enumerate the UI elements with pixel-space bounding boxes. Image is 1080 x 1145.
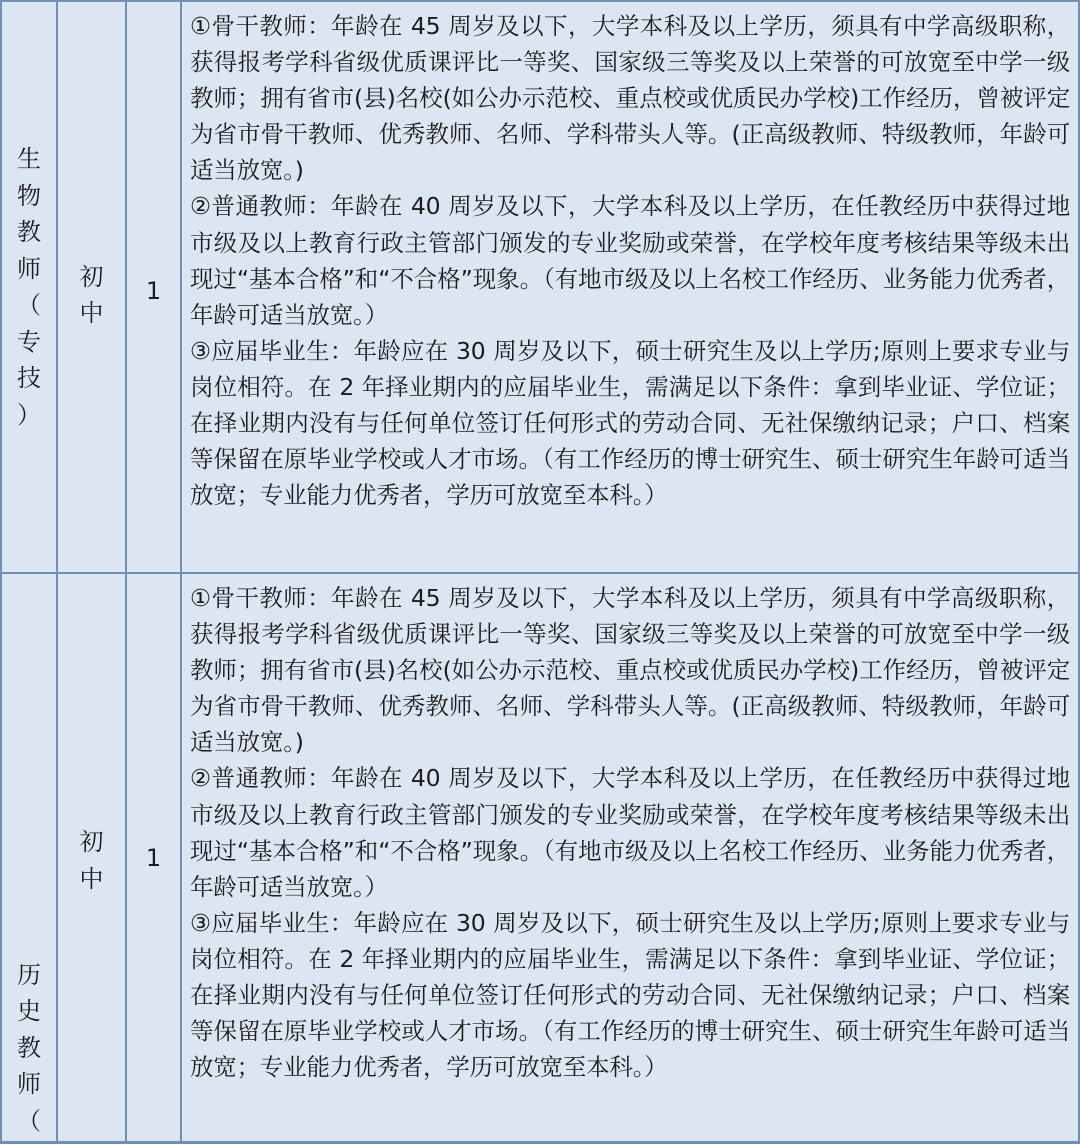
requirement-senior-teacher: ①骨干教师：年龄在 45 周岁及以下，大学本科及以上学历，须具有中学高级职称，获得报考学科省级优质课评比一等奖、国家级三等奖及以上荣誉的可放宽至中学一级教师；拥有省市(县)名校(如公办示范校、重点校或优质民办学校)工作经历，曾被评定为省市骨干教师、优秀教师、名师、学科带头人等。(正高级教师、特级教师，年龄可适当放宽。): [190, 12, 1070, 185]
school-level-cell: [58, 2, 127, 572]
position-name: 历 史 教 师 （: [17, 960, 41, 1135]
position-name: 生 物 教 师 （ 专 技 ）: [17, 145, 41, 429]
school-level: 初 中: [79, 828, 104, 893]
requirement-new-graduate: ③应届毕业生：年龄应在 30 周岁及以下，硕士研究生及以上学历;原则上要求专业与岗位相符。在 2 年择业期内的应届毕业生，需满足以下条件：拿到毕业证、学位证；在择业期内没有与任何单位签订任何形式的劳动合同、无社保缴纳记录；户口、档案等保留在原毕业学校或人才市场。（有工作经历的博士研究生、硕士研究生年龄可适当放宽；专业能力优秀者，学历可放宽至本科。）: [190, 336, 1070, 510]
position-cell: [2, 574, 58, 1141]
requirement-new-graduate: ③应届毕业生：年龄应在 30 周岁及以下，硕士研究生及以上学历;原则上要求专业与岗位相符。在 2 年择业期内的应届毕业生，需满足以下条件：拿到毕业证、学位证；在择业期内没有与任何单位签订任何形式的劳动合同、无社保缴纳记录；户口、档案等保留在原毕业学校或人才市场。（有工作经历的博士研究生、硕士研究生年龄可适当放宽；专业能力优秀者，学历可放宽至本科。）: [190, 908, 1070, 1082]
position-count: 1: [145, 844, 162, 872]
position-cell: [2, 2, 58, 572]
requirement-senior-teacher: ①骨干教师：年龄在 45 周岁及以下，大学本科及以上学历，须具有中学高级职称，获得报考学科省级优质课评比一等奖、国家级三等奖及以上荣誉的可放宽至中学一级教师；拥有省市(县)名校(如公办示范校、重点校或优质民办学校)工作经历，曾被评定为省市骨干教师、优秀教师、名师、学科带头人等。(正高级教师、特级教师，年龄可适当放宽。): [190, 584, 1070, 757]
school-level-cell: [58, 574, 127, 1141]
requirements-cell: [182, 2, 1080, 572]
requirement-regular-teacher: ②普通教师：年龄在 40 周岁及以下，大学本科及以上学历，在任教经历中获得过地市级及以上教育行政主管部门颁发的专业奖励或荣誉，在学校年度考核结果等级未出现过“基本合格”和“不合格”现象。（有地市级及以上名校工作经历、业务能力优秀者，年龄可适当放宽。）: [190, 192, 1070, 329]
count-cell: [127, 2, 182, 572]
requirements-cell: [182, 574, 1080, 1141]
requirement-regular-teacher: ②普通教师：年龄在 40 周岁及以下，大学本科及以上学历，在任教经历中获得过地市级及以上教育行政主管部门颁发的专业奖励或荣誉，在学校年度考核结果等级未出现过“基本合格”和“不合格”现象。（有地市级及以上名校工作经历、业务能力优秀者，年龄可适当放宽。）: [190, 764, 1070, 901]
position-count: 1: [145, 277, 162, 305]
count-cell: [127, 574, 182, 1141]
school-level: 初 中: [79, 262, 104, 327]
table-row: [2, 2, 1080, 574]
table-row: [2, 574, 1080, 1144]
